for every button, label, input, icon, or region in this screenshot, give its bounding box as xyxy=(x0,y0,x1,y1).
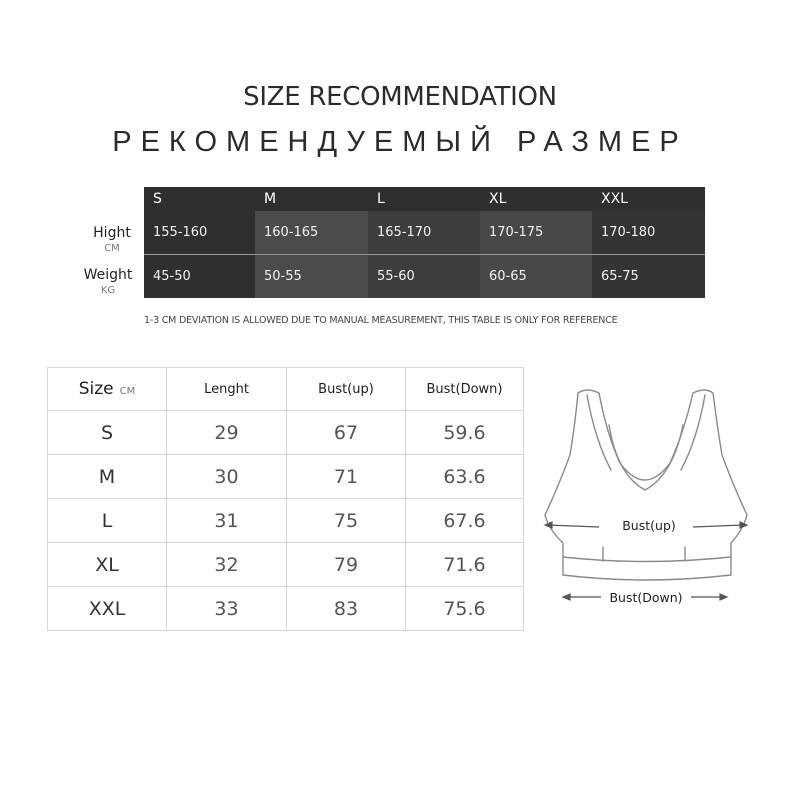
bra-outline xyxy=(545,390,747,580)
bust-down-cell: 75.6 xyxy=(406,587,524,631)
bust-up-arrow-left-line xyxy=(547,525,599,527)
length-cell: 31 xyxy=(167,499,287,543)
weight-cell: 45-50 xyxy=(144,255,255,299)
length-column-header: Lenght xyxy=(167,368,287,411)
size-header-cell: M xyxy=(255,187,368,211)
size-cell: XXL xyxy=(48,587,167,631)
height-cell: 165-170 xyxy=(368,211,480,255)
height-label: Hight xyxy=(93,225,131,241)
height-cell: 170-180 xyxy=(592,211,705,255)
bust-up-cell: 67 xyxy=(287,411,406,455)
size-cell: XL xyxy=(48,543,167,587)
arrow-head-icon xyxy=(563,594,570,600)
bust-up-column-header: Bust(up) xyxy=(287,368,406,411)
size-header-row xyxy=(144,187,705,211)
weight-row xyxy=(144,255,705,299)
size-header-cell: L xyxy=(368,187,480,211)
size-cell: M xyxy=(48,455,167,499)
length-cell: 33 xyxy=(167,587,287,631)
sports-bra-diagram xyxy=(535,385,755,615)
weight-cell: 65-75 xyxy=(592,255,705,299)
bust-down-cell: 71.6 xyxy=(406,543,524,587)
bust-down-cell: 63.6 xyxy=(406,455,524,499)
bust-up-cell: 75 xyxy=(287,499,406,543)
size-column-header xyxy=(48,368,167,411)
bust-down-cell: 67.6 xyxy=(406,499,524,543)
size-header-label: Size xyxy=(78,379,114,399)
weight-cell: 60-65 xyxy=(480,255,592,299)
bust-up-cell: 79 xyxy=(287,543,406,587)
height-cell: 170-175 xyxy=(480,211,592,255)
measurement-header-row xyxy=(48,368,524,411)
height-cell: 155-160 xyxy=(144,211,255,255)
weight-row-label xyxy=(77,267,139,296)
weight-cell: 50-55 xyxy=(255,255,368,299)
length-cell: 32 xyxy=(167,543,287,587)
measurement-table xyxy=(47,367,524,631)
length-cell: 30 xyxy=(167,455,287,499)
title-english: SIZE RECOMMENDATION xyxy=(243,82,557,112)
bust-up-arrow-right-line xyxy=(693,525,743,527)
size-header-cell: XL xyxy=(480,187,592,211)
deviation-note: 1-3 CM DEVIATION IS ALLOWED DUE TO MANUAL MEASUREMENT, THIS TABLE IS ONLY FOR REFERENCE xyxy=(144,315,618,326)
size-header-cell: S xyxy=(144,187,255,211)
table-row xyxy=(48,455,524,499)
height-row xyxy=(144,211,705,255)
size-header-cell: XXL xyxy=(592,187,705,211)
table-row xyxy=(48,587,524,631)
height-cell: 160-165 xyxy=(255,211,368,255)
table-row xyxy=(48,499,524,543)
bust-up-label: Bust(up) xyxy=(622,518,676,533)
unit-label: CM xyxy=(119,386,136,397)
weight-unit: KG xyxy=(100,285,116,296)
table-row xyxy=(48,543,524,587)
height-row-label xyxy=(82,225,142,254)
arrow-head-icon xyxy=(720,594,727,600)
size-cell: S xyxy=(48,411,167,455)
size-cell: L xyxy=(48,499,167,543)
weight-cell: 55-60 xyxy=(368,255,480,299)
size-recommendation-table xyxy=(144,187,705,298)
title-russian: РЕКОМЕНДУЕМЫЙ РАЗМЕР xyxy=(112,126,688,158)
bust-up-cell: 83 xyxy=(287,587,406,631)
bust-down-label: Bust(Down) xyxy=(609,590,683,605)
table-row xyxy=(48,411,524,455)
bust-down-cell: 59.6 xyxy=(406,411,524,455)
length-cell: 29 xyxy=(167,411,287,455)
arrow-head-icon xyxy=(545,522,552,528)
arrow-head-icon xyxy=(740,522,747,528)
weight-label: Weight xyxy=(83,267,133,283)
height-unit: CM xyxy=(104,243,120,254)
strap-inner-line xyxy=(681,395,705,470)
strap-inner-line xyxy=(587,395,611,470)
bust-up-cell: 71 xyxy=(287,455,406,499)
bust-down-column-header: Bust(Down) xyxy=(406,368,524,411)
underband-top-line xyxy=(563,557,731,562)
